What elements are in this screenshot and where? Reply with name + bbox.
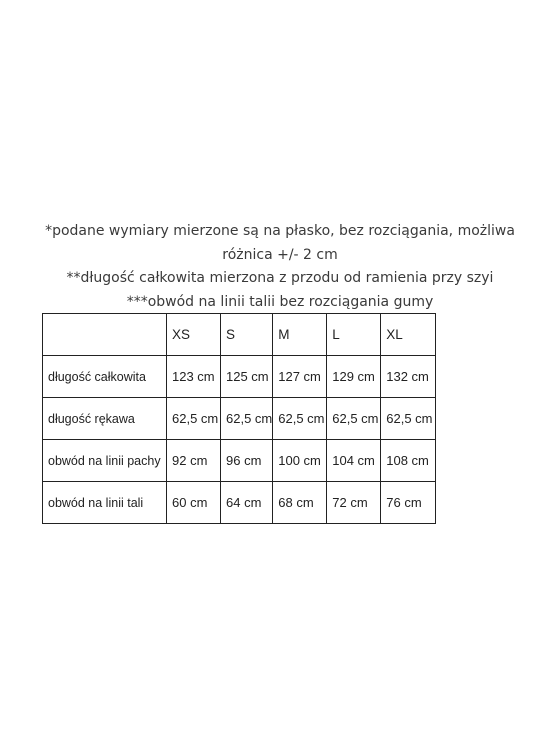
header-size-xs: XS xyxy=(167,314,221,356)
table-cell: 132 cm xyxy=(381,356,436,398)
row-label: długość całkowita xyxy=(43,356,167,398)
table-cell: 108 cm xyxy=(381,440,436,482)
table-cell: 100 cm xyxy=(273,440,327,482)
note-measurement: *podane wymiary mierzone są na płasko, bez rozciągania, możliwa różnica +/- 2 cm xyxy=(45,223,515,263)
table-cell: 129 cm xyxy=(327,356,381,398)
table-cell: 127 cm xyxy=(273,356,327,398)
table-cell: 76 cm xyxy=(381,482,436,524)
table-cell: 72 cm xyxy=(327,482,381,524)
table-cell: 125 cm xyxy=(221,356,273,398)
table-cell: 64 cm xyxy=(221,482,273,524)
row-label: obwód na linii pachy xyxy=(43,440,167,482)
table-row xyxy=(43,356,436,398)
table-cell: 62,5 cm xyxy=(273,398,327,440)
table-cell: 62,5 cm xyxy=(327,398,381,440)
size-table xyxy=(42,313,436,524)
header-size-s: S xyxy=(221,314,273,356)
header-corner-cell xyxy=(43,314,167,356)
header-size-xl: XL xyxy=(381,314,436,356)
table-row xyxy=(43,440,436,482)
table-row xyxy=(43,398,436,440)
table-row xyxy=(43,482,436,524)
row-label: długość rękawa xyxy=(43,398,167,440)
table-cell: 62,5 cm xyxy=(167,398,221,440)
note-waist: ***obwód na linii talii bez rozciągania gumy xyxy=(126,293,434,310)
table-cell: 68 cm xyxy=(273,482,327,524)
row-label: obwód na linii tali xyxy=(43,482,167,524)
table-cell: 60 cm xyxy=(167,482,221,524)
table-cell: 96 cm xyxy=(221,440,273,482)
header-size-l: L xyxy=(327,314,381,356)
table-cell: 62,5 cm xyxy=(221,398,273,440)
size-header-row xyxy=(43,314,436,356)
table-cell: 104 cm xyxy=(327,440,381,482)
header-size-m: M xyxy=(273,314,327,356)
size-notes xyxy=(28,220,532,314)
note-total-length: **długość całkowita mierzona z przodu od ramienia przy szyi xyxy=(66,270,494,286)
table-cell: 62,5 cm xyxy=(381,398,436,440)
table-cell: 123 cm xyxy=(167,356,221,398)
table-cell: 92 cm xyxy=(167,440,221,482)
